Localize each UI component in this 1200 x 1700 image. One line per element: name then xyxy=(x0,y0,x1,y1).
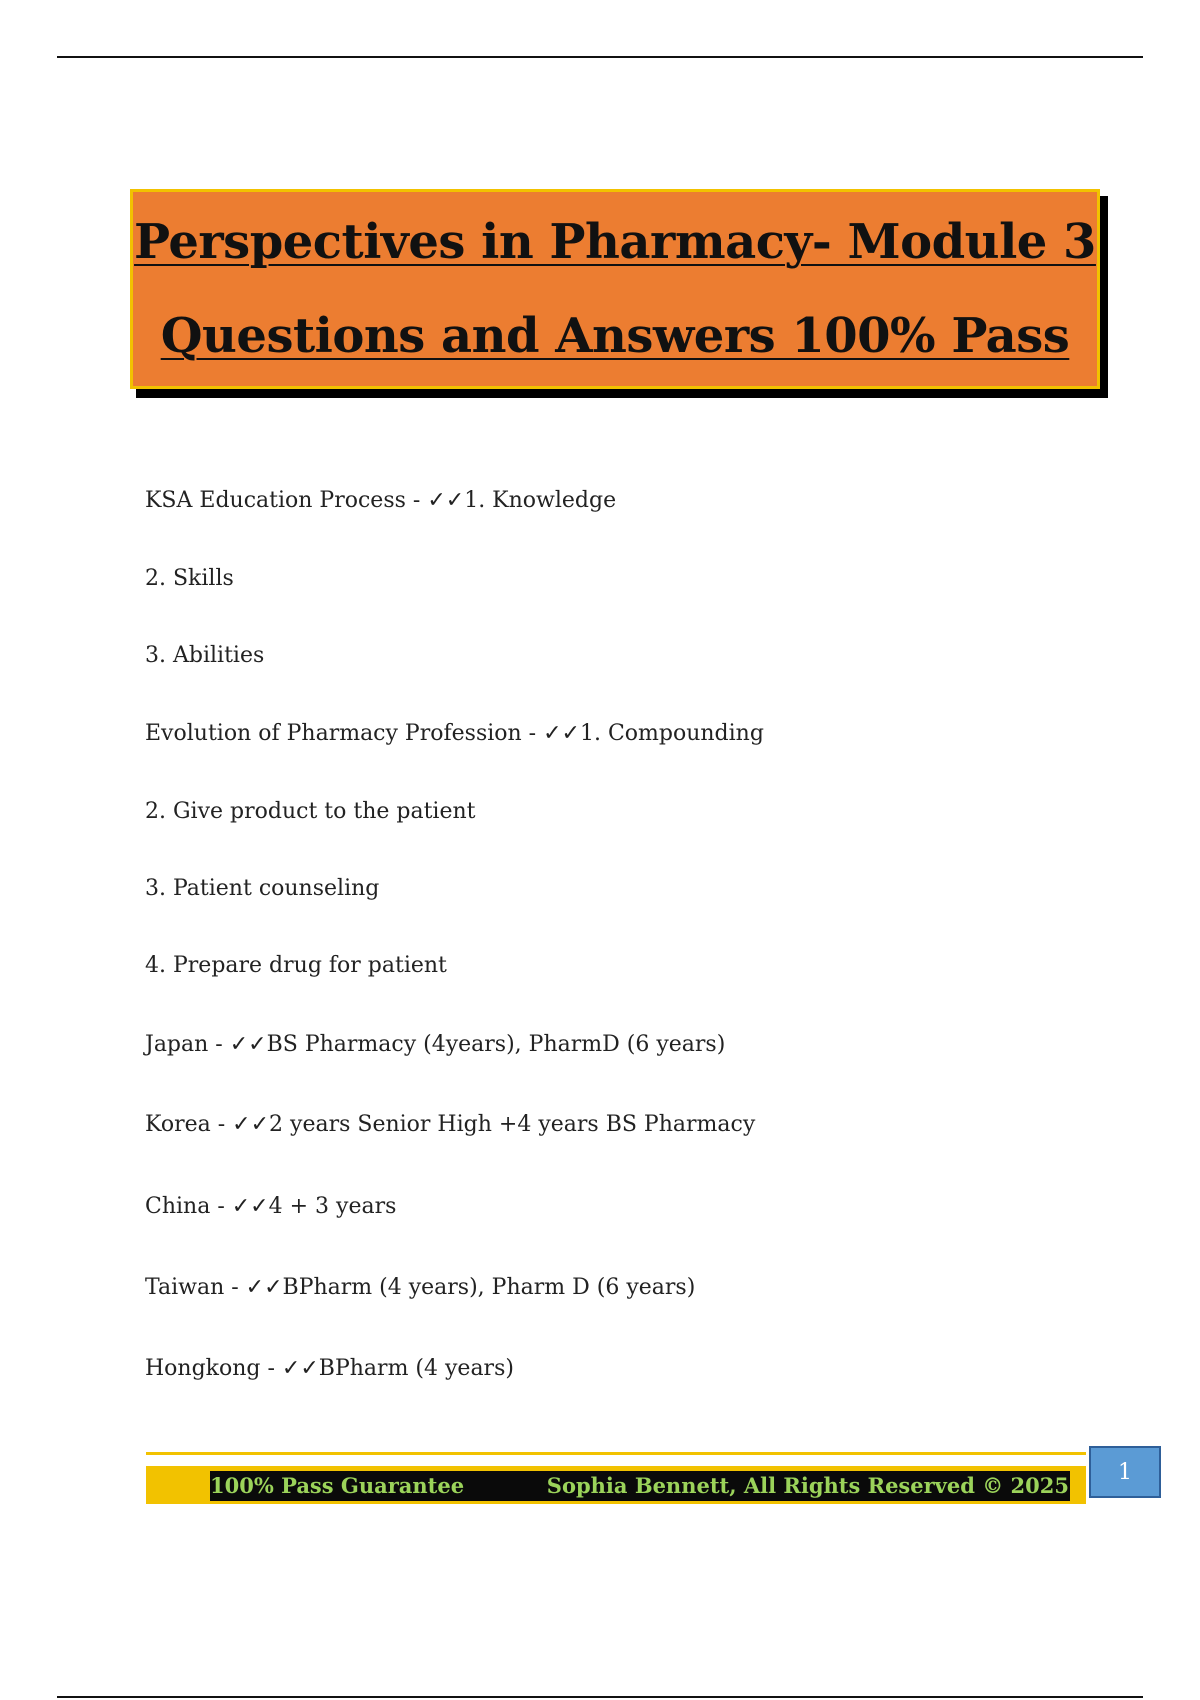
footer-guarantee-text: 100% Pass Guarantee xyxy=(210,1473,465,1498)
footer-copyright-text: Sophia Bennett, All Rights Reserved © 2025 xyxy=(546,1473,1069,1498)
list-item: 3. Abilities xyxy=(145,643,265,668)
footer-rule xyxy=(146,1452,1086,1455)
list-item: Taiwan - ✓✓BPharm (4 years), Pharm D (6 years) xyxy=(145,1275,696,1300)
title-banner xyxy=(130,189,1100,389)
list-item: Evolution of Pharmacy Profession - ✓✓1. Compounding xyxy=(145,721,764,746)
bottom-rule xyxy=(57,1696,1143,1698)
title-line-1: Perspectives in Pharmacy- Module 3 xyxy=(134,214,1096,270)
list-item: 2. Give product to the patient xyxy=(145,799,476,824)
list-item: 3. Patient counseling xyxy=(145,876,380,901)
list-item: 2. Skills xyxy=(145,566,234,591)
list-item: 4. Prepare drug for patient xyxy=(145,953,447,978)
list-item: Korea - ✓✓2 years Senior High +4 years BS Pharmacy xyxy=(145,1112,756,1137)
top-rule xyxy=(57,56,1143,58)
list-item: China - ✓✓4 + 3 years xyxy=(145,1194,397,1219)
list-item: KSA Education Process - ✓✓1. Knowledge xyxy=(145,488,617,513)
title-line-2: Questions and Answers 100% Pass xyxy=(160,308,1070,364)
list-item: Hongkong - ✓✓BPharm (4 years) xyxy=(145,1356,514,1381)
list-item: Japan - ✓✓BS Pharmacy (4years), PharmD (6 years) xyxy=(145,1032,726,1057)
page-number-badge: 1 xyxy=(1089,1446,1161,1498)
